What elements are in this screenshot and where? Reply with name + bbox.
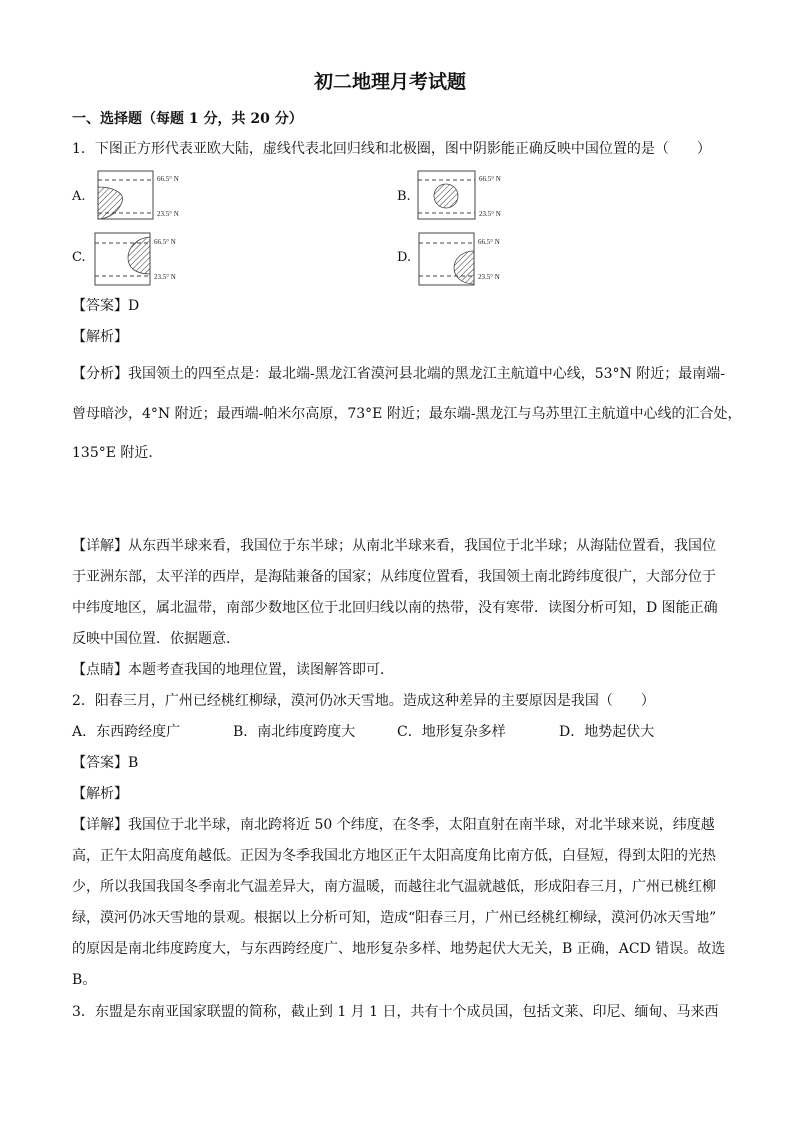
- china-shade-a: [98, 187, 123, 219]
- question-3-stem: 3．东盟是东南亚国家联盟的简称，截止到 1 月 1 日，共有十个成员国，包括文莱、印尼、缅甸、马来西: [72, 1004, 719, 1020]
- xiangjie-1-line-1: 【详解】从东西半球来看，我国位于东半球；从南北半球来看，我国位于北半球；从海陆位置看，我国位: [72, 538, 716, 554]
- fenxi-line-1: 【分析】我国领土的四至点是：最北端-黑龙江省漠河县北端的黑龙江主航道中心线，53°N 附近；最南端-: [72, 366, 725, 382]
- option-c-diagram: [92, 230, 187, 292]
- option-d-diagram: [416, 230, 511, 292]
- fenxi-line-2: 曾母暗沙，4°N 附近；最西端-帕米尔高原，73°E 附近；最东端-黑龙江与乌苏里江主航道中心线的汇合处，: [72, 406, 742, 422]
- question-1-stem: 1．下图正方形代表亚欧大陆，虚线代表北回归线和北极圈，图中阴影能正确反映中国位置的是（ ）: [72, 141, 711, 157]
- answer-1: 【答案】D: [72, 298, 140, 314]
- option-a-diagram: [95, 168, 190, 226]
- option-a-label: A.: [72, 189, 86, 204]
- svg-text:66.5° N: 66.5° N: [157, 175, 179, 183]
- svg-text:23.5° N: 23.5° N: [157, 210, 179, 218]
- option-d-label: D.: [397, 250, 412, 265]
- option-b-label: B.: [397, 189, 411, 204]
- section-heading: 一、选择题（每题 1 分，共 20 分）: [72, 111, 303, 127]
- xiangjie-2-line-4: 绿，漠河仍冰天雪地的景观。根据以上分析可知，造成“阳春三月，广州已经桃红柳绿，漠河仍冰天雪地”: [72, 910, 717, 926]
- page-title: 初二地理月考试题: [314, 71, 467, 93]
- analysis-head-1: 【解析】: [72, 329, 128, 345]
- fenxi-line-3: 135°E 附近．: [72, 445, 163, 461]
- xiangjie-2-line-2: 高，正午太阳高度角越低。正因为冬季我国北方地区正午太阳高度角比南方低，白昼短，得到太阳的光热: [72, 848, 716, 864]
- xiangjie-2-line-6: B。: [72, 972, 97, 988]
- analysis-head-2: 【解析】: [72, 786, 128, 802]
- china-shade-d: [454, 251, 474, 284]
- question-2-stem: 2．阳春三月，广州已经桃红柳绿，漠河仍冰天雪地。造成这种差异的主要原因是我国（ ）: [72, 693, 655, 709]
- xiangjie-1-line-3: 中纬度地区，属北温带，南部少数地区位于北回归线以南的热带，没有寒带．读图分析可知，D 图能正确: [72, 600, 718, 616]
- svg-text:23.5° N: 23.5° N: [479, 210, 501, 218]
- answer-2: 【答案】B: [72, 755, 139, 771]
- q2-option-d: D．地势起伏大: [559, 724, 655, 740]
- xiangjie-2-line-5: 的原因是南北纬度跨度大，与东西跨经度广、地形复杂多样、地势起伏大无关，B 正确，ACD 错误。故选: [72, 941, 726, 957]
- q2-option-a: A．东西跨经度广: [72, 724, 181, 740]
- dianjing-1: 【点睛】本题考查我国的地理位置，读图解答即可．: [72, 662, 394, 678]
- svg-text:23.5° N: 23.5° N: [154, 273, 176, 281]
- xiangjie-1-line-2: 于亚洲东部，太平洋的西岸，是海陆兼备的国家；从纬度位置看，我国领土南北跨纬度很广，大部分位于: [72, 569, 716, 585]
- svg-text:23.5° N: 23.5° N: [478, 273, 500, 281]
- xiangjie-2-line-3: 少，所以我国我国冬季南北气温差异大，南方温暖，而越往北气温就越低，形成阳春三月，广州已桃红柳: [72, 879, 716, 895]
- svg-text:66.5° N: 66.5° N: [479, 175, 501, 183]
- china-shade-b: [434, 184, 458, 208]
- option-b-diagram: [415, 168, 510, 226]
- xiangjie-2-line-1: 【详解】我国位于北半球，南北跨将近 50 个纬度，在冬季，太阳直射在南半球，对北半球来说，纬度越: [72, 817, 715, 833]
- q2-option-c: C．地形复杂多样: [397, 724, 506, 740]
- q2-option-b: B．南北纬度跨度大: [233, 724, 356, 740]
- xiangjie-1-line-4: 反映中国位置．依据题意．: [72, 631, 240, 647]
- option-c-label: C.: [72, 250, 86, 265]
- svg-text:66.5° N: 66.5° N: [478, 238, 500, 246]
- svg-text:66.5° N: 66.5° N: [154, 238, 176, 246]
